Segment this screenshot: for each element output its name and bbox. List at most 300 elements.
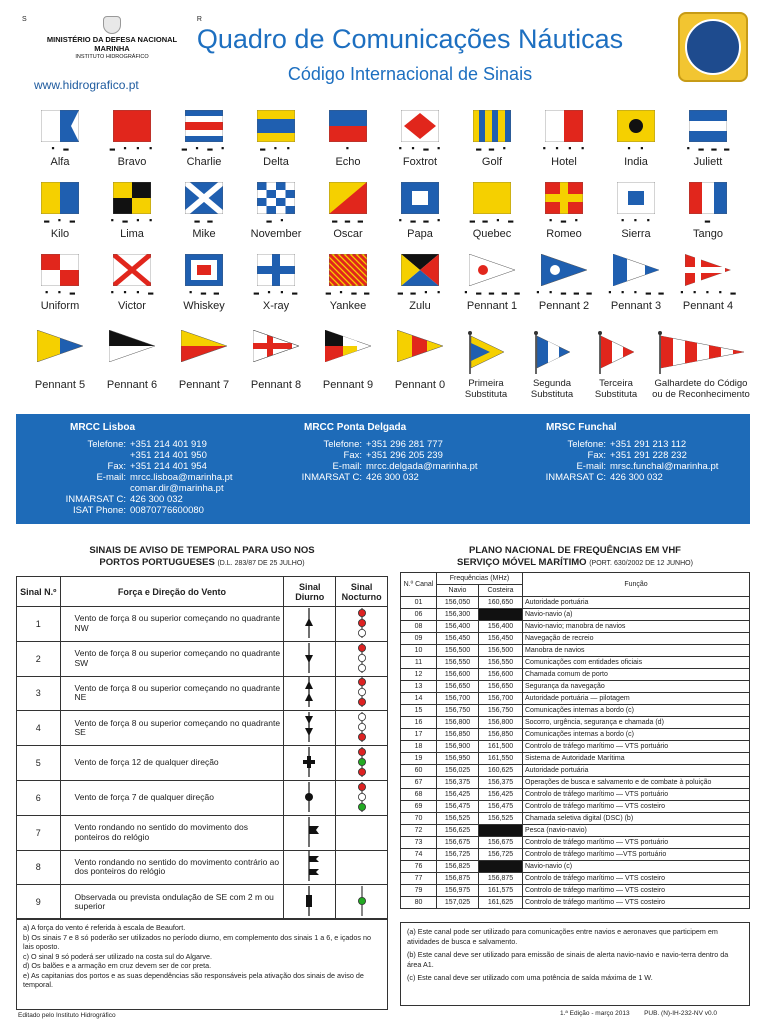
flag-label: Mike [192,228,216,240]
edition-footer [560,1010,717,1017]
contact-key: E-mail: [96,472,126,483]
vhf-title-line2: SERVIÇO MÓVEL MARÍTIMO [457,557,587,568]
function-cell: Autoridade portuária [523,765,750,777]
contact-value: 00870776600080 [130,505,204,516]
morse-code: ▬ ▪ [266,216,286,226]
table-row [401,705,750,717]
contact-key: E-mail: [576,461,606,472]
channel-cell: 73 [401,837,437,849]
substitute-pennant-4-icon [646,330,756,374]
signal-number: 4 [17,711,61,746]
flag-oscar-icon [312,182,384,214]
morse-code: ▪ ▬ ▬ ▬ [685,144,731,154]
function-cell: Chamada seletiva digital (DSC) (b) [523,813,750,825]
ship-freq-cell: 156,025 [437,765,479,777]
table-row [401,849,750,861]
contact-name: MRCC Ponta Delgada [304,422,407,433]
flag-label: Foxtrot [402,156,438,168]
flag-quebec-icon [456,182,528,214]
ship-freq-cell: 156,625 [437,825,479,837]
col-frequencias: Frequências (MHz) [437,573,523,585]
flag-label: India [624,156,648,168]
coast-freq-cell: 161,500 [479,741,523,753]
coast-freq-cell: 156,750 [479,705,523,717]
flag-label: Echo [335,156,361,168]
storm-title-ref: (D.L. 283/87 DE 25 JULHO) [217,560,305,567]
contact-value: +351 214 401 950 [130,450,207,461]
contact-name: MRSC Funchal [546,422,617,433]
night-signal-icon [336,746,388,781]
storm-note: e) As capitanias dos portos e as suas dependências são responsáveis pela ativação dos sinais de aviso de temporal. [23,970,364,989]
coast-freq-cell: 160,625 [479,765,523,777]
vhf-note: (a) Este canal pode ser utilizado para comunicações entre navios e aeronaves que participem em atividades de busca e salvamento. [407,927,718,946]
flag-pennant-4-icon [672,254,744,286]
header [0,0,768,100]
function-cell: Navio-navio; manobra de navios [523,621,750,633]
contact-key: INMARSAT C: [301,472,362,483]
vhf-note: (b) Este canal deve ser utilizado para emissão de sinais de alerta navio-navio e navio-terra dentro da área A1. [407,950,729,969]
coast-freq-cell: 160,650 [479,597,523,609]
contact-key: Fax: [107,461,126,472]
substitute-label-line2: Substituta [464,389,508,400]
table-row [17,711,388,746]
contact-value: 426 300 032 [130,494,183,505]
ship-freq-cell: 156,050 [437,597,479,609]
substitute-label-line1: Primeira [468,378,504,389]
storm-title-line2: PORTOS PORTUGUESES [99,557,215,568]
function-cell: Navio-navio (a) [523,609,750,621]
col-costeira: Costeira [479,585,523,597]
storm-note: d) Os balões e a armação em cruz devem ser de cor preta. [23,961,212,970]
flag-uniform-icon [24,254,96,286]
function-cell: Manobra de navios [523,645,750,657]
coast-freq-cell: 156,550 [479,657,523,669]
vhf-title-line1: PLANO NACIONAL DE FREQUÊNCIAS EM VHF [468,545,681,556]
channel-cell: 08 [401,621,437,633]
channel-cell: 80 [401,897,437,909]
flag-sierra-icon [600,182,672,214]
flag-label: Pennant 7 [178,379,230,391]
ship-freq-cell: 156,750 [437,705,479,717]
contact-key: E-mail: [332,461,362,472]
storm-note: a) A força do vento é referida à escala de Beaufort. [23,923,186,932]
signal-number: 8 [17,850,61,885]
table-row [401,861,750,873]
coast-freq-cell: 156,725 [479,849,523,861]
function-cell: Autoridade portuária [523,597,750,609]
flag-label: Quebec [472,228,512,240]
flag-label: X-ray [262,300,290,312]
wind-description: Vento de força 8 ou superior começando no quadrante SW [60,641,284,676]
signal-number: 6 [17,780,61,815]
logo-mark-r: R [196,16,202,23]
morse-code: ▪ ▬ ▪ [547,216,580,226]
flag-golf-icon [456,110,528,142]
channel-cell: 17 [401,729,437,741]
wind-description: Vento rondando no sentido do movimento dos ponteiros do relógio [60,815,284,850]
day-signal-icon [284,850,336,885]
contact-mrsc-funchal [526,422,718,483]
flag-x-ray-icon [240,254,312,286]
coast-freq-cell: 156,375 [479,777,523,789]
coast-freq-cell: 156,500 [479,645,523,657]
flag-pennant-5-icon [24,330,96,362]
table-row [17,746,388,781]
ship-freq-cell: 156,675 [437,837,479,849]
morse-code: ▪ ▬ ▬ ▬ ▬ [463,288,521,298]
night-signal-icon [336,641,388,676]
ship-freq-cell: 156,400 [437,621,479,633]
channel-cell: 11 [401,657,437,669]
flag-label: Bravo [117,156,147,168]
flag-pennant-1-icon [456,254,528,286]
flag-label: Oscar [333,228,363,240]
substitute-label-line2: Substituta [530,389,574,400]
flag-label: Sierra [621,228,651,240]
flag-label: Pennant 3 [610,300,662,312]
navy-name: MARINHA [94,43,130,53]
flag-foxtrot-icon [384,110,456,142]
flag-label: Romeo [546,228,582,240]
storm-section-title [16,545,388,570]
coast-freq-cell: 156,875 [479,873,523,885]
function-cell: Navegação de recreio [523,633,750,645]
coast-freq-cell: 156,600 [479,669,523,681]
channel-cell: 79 [401,885,437,897]
ministry-name: MINISTÉRIO DA DEFESA NACIONAL [46,35,178,44]
edition-text: 1.ª Edição - março 2013 [560,1010,630,1017]
channel-cell: 76 [401,861,437,873]
contacts-panel [16,414,750,524]
flag-mike-icon [168,182,240,214]
contact-value[interactable]: mrcc.delgada@marinha.pt [366,461,478,472]
morse-code: ▪ ▪ ▪ [619,216,652,226]
coast-freq-cell: 156,525 [479,813,523,825]
coast-freq-cell: 156,475 [479,801,523,813]
coast-freq-cell: 156,675 [479,837,523,849]
contact-value[interactable]: mrsc.funchal@marinha.pt [610,461,719,472]
wind-description: Vento rondando no sentido do movimento contrário ao dos ponteiros do relógio [60,850,284,885]
ship-freq-cell: 156,550 [437,657,479,669]
ship-freq-cell: 156,950 [437,753,479,765]
contact-row [36,439,233,450]
morse-code: ▪ ▪ ▪ ▬ [109,288,155,298]
function-cell: Controlo de tráfego marítimo — VTS costeiro [523,801,750,813]
morse-code: ▬ ▬ ▪ ▪ [397,288,443,298]
night-signal-icon [336,850,388,885]
ship-freq-cell: 156,375 [437,777,479,789]
channel-cell: 18 [401,741,437,753]
contact-row [36,472,233,483]
table-row [401,801,750,813]
channel-cell: 69 [401,801,437,813]
function-cell: Comunicações com entidades oficiais [523,657,750,669]
morse-code: ▬ ▬ ▪ ▬ [469,216,515,226]
flag-label: Delta [263,156,289,168]
signal-number: 2 [17,641,61,676]
vhf-note: (c) Este canal deve ser utilizado com uma potência de saída máxima de 1 W. [407,973,653,982]
table-row [401,645,750,657]
contact-row [282,450,478,461]
morse-code: ▬ ▬ ▬ [331,216,364,226]
coast-freq-cell: 161,575 [479,885,523,897]
contact-mrcc-ponta-delgada [282,422,478,483]
wind-description: Vento de força 8 ou superior começando no quadrante SE [60,711,284,746]
channel-cell: 10 [401,645,437,657]
table-row [401,717,750,729]
function-cell: Segurança da navegação [523,681,750,693]
flag-november-icon [240,182,312,214]
publication-code: PUB. (N)-IH-232-NV v0.0 [644,1010,718,1017]
ship-freq-cell: 156,300 [437,609,479,621]
function-cell: Autoridade portuária — pilotagem [523,693,750,705]
coast-freq-cell: 161,550 [479,753,523,765]
col-diurno: Sinal Diurno [284,577,336,607]
ship-freq-cell: 156,425 [437,789,479,801]
table-row [401,777,750,789]
contact-value[interactable]: mrcc.lisboa@marinha.pt [130,472,233,483]
storm-title-line1: SINAIS DE AVISO DE TEMPORAL PARA USO NOS [89,545,315,556]
function-cell: Chamada comum de porto [523,669,750,681]
flag-label: Victor [118,300,146,312]
morse-code: ▬ ▪ ▪ ▬ [253,288,299,298]
night-signal-icon [336,676,388,711]
table-row [401,885,750,897]
table-row [17,850,388,885]
contact-key: INMARSAT C: [65,494,126,505]
col-funcao: Função [523,573,750,597]
flag-victor-icon [96,254,168,286]
day-signal-icon [284,780,336,815]
flag-hotel-icon [528,110,600,142]
channel-cell: 06 [401,609,437,621]
col-nocturno: Sinal Nocturno [336,577,388,607]
contact-row [282,472,478,483]
contact-key: Telefone: [567,439,606,450]
substitute-label-line1: Terceira [599,378,633,389]
contact-value: 426 300 032 [366,472,419,483]
morse-code: ▬ ▬ ▪ [475,144,508,154]
flag-label: Papa [407,228,433,240]
channel-cell: 14 [401,693,437,705]
flag-echo-icon [312,110,384,142]
morse-code: ▪ ▪ ▬ ▪ [397,144,443,154]
channel-cell: 70 [401,813,437,825]
channel-cell: 12 [401,669,437,681]
function-cell: Controlo de tráfego marítimo — VTS costeiro [523,873,750,885]
vhf-section-title [400,545,750,570]
contact-name: MRCC Lisboa [70,422,135,433]
signal-number: 7 [17,815,61,850]
function-cell: Comunicações internas a bordo (c) [523,705,750,717]
contact-mrcc-lisboa [36,422,233,516]
day-signal-icon [284,885,336,920]
ship-freq-cell: 156,525 [437,813,479,825]
col-navio: Navio [437,585,479,597]
day-signal-icon [284,815,336,850]
ship-freq-cell: 156,500 [437,645,479,657]
morse-code: ▬ ▪ ▬ [43,216,76,226]
channel-cell: 60 [401,765,437,777]
contact-value: +351 296 205 239 [366,450,443,461]
table-row [17,780,388,815]
flag-label: Whiskey [183,300,225,312]
ship-freq-cell: 156,700 [437,693,479,705]
flag-pennant-8-icon [240,330,312,362]
morse-code: ▪ ▬ ▬ ▪ [397,216,443,226]
table-row [401,621,750,633]
ship-freq-cell: 156,900 [437,741,479,753]
night-signal-icon [336,607,388,642]
function-cell: Controlo de tráfego marítimo — VTS costeiro [523,885,750,897]
substitute-label-line1: Galhardete do Código [654,378,748,389]
flag-delta-icon [240,110,312,142]
channel-cell: 16 [401,717,437,729]
flag-label: Lima [120,228,144,240]
coast-freq-cell: 156,650 [479,681,523,693]
function-cell: Sistema de Autoridade Marítima [523,753,750,765]
table-row [401,897,750,909]
flag-label: Charlie [186,156,222,168]
contact-row [526,439,718,450]
contact-key [36,450,130,461]
contact-key: Telefone: [323,439,362,450]
contact-key: Fax: [587,450,606,461]
flag-label: Yankee [329,300,367,312]
substitute-label-line2: Substituta [594,389,638,400]
ship-freq-cell: 156,725 [437,849,479,861]
flag-label: Pennant 1 [466,300,518,312]
morse-code: ▪ ▪ ▪ ▬ ▬ [607,288,665,298]
contact-value: +351 291 213 112 [610,439,687,450]
flag-label: Pennant 8 [250,379,302,391]
morse-code: ▪ ▪ ▪ ▪ [541,144,587,154]
function-cell: Controlo de tráfego marítimo — VTS portuário [523,837,750,849]
contact-row [282,439,478,450]
flag-label: Pennant 0 [394,379,446,391]
flag-label: November [250,228,302,240]
ship-freq-cell: 156,800 [437,717,479,729]
coast-freq-cell: 156,425 [479,789,523,801]
signal-number: 9 [17,885,61,920]
contact-value[interactable]: comar.dir@marinha.pt [130,483,224,494]
table-row [401,693,750,705]
channel-cell: 09 [401,633,437,645]
function-cell: Navio-navio (c) [523,861,750,873]
wind-description: Vento de força 12 de qualquer direção [60,746,284,781]
substitute-label-line2: ou de Reconhecimento [652,389,750,400]
morse-code: ▪ ▪ ▬ ▬ ▬ [535,288,593,298]
table-row [401,873,750,885]
day-signal-icon [284,641,336,676]
contact-row [526,472,718,483]
function-cell: Controlo de tráfego marítimo — VTS costeiro [523,897,750,909]
wind-description: Vento de força 7 de qualquer direção [60,780,284,815]
storm-note: b) Os sinais 7 e 8 só poderão ser utilizados no período diurno, em complemento dos sinais 1 a 6, e içados no lais oposto. [23,932,371,951]
flag-kilo-icon [24,182,96,214]
flag-pennant-3-icon [600,254,672,286]
morse-code: ▬ ▪ ▬ ▪ [181,144,227,154]
table-row [401,741,750,753]
flag-label: Juliett [693,156,723,168]
flag-juliett-icon [672,110,744,142]
flag-label: Uniform [40,300,80,312]
flag-pennant-6-icon [96,330,168,362]
table-row [17,885,388,920]
ship-freq-cell: 156,875 [437,873,479,885]
table-row [401,789,750,801]
flag-whiskey-icon [168,254,240,286]
morse-code: ▬ ▬ [194,216,214,226]
institute-name: INSTITUTO HIDROGRÁFICO [75,54,149,60]
table-row [401,609,750,621]
channel-cell: 01 [401,597,437,609]
contact-value: +351 291 228 232 [610,450,687,461]
contact-row [282,461,478,472]
flag-label: Golf [481,156,503,168]
flag-romeo-icon [528,182,600,214]
flag-label: Kilo [50,228,70,240]
channel-cell: 74 [401,849,437,861]
table-row [401,681,750,693]
table-row [401,825,750,837]
flag-label: Pennant 2 [538,300,590,312]
website-link[interactable]: www.hidrografico.pt [34,78,139,92]
signal-number: 1 [17,607,61,642]
ship-freq-cell: 157,025 [437,897,479,909]
ship-freq-cell: 156,975 [437,885,479,897]
table-row [401,753,750,765]
morse-code: ▬ ▪ ▬ ▬ [325,288,371,298]
coast-freq-cell: 161,625 [479,897,523,909]
contact-value: 426 300 032 [610,472,663,483]
table-row [401,729,750,741]
vhf-title-ref: (PORT. 630/2002 DE 12 JUNHO) [589,560,693,567]
coat-of-arms-icon [103,16,121,34]
wind-description: Observada ou prevista ondulação de SE com 2 m ou superior [60,885,284,920]
publisher-footer: Editado pelo Instituto Hidrográfico [18,1012,116,1019]
institute-seal-icon [678,12,748,82]
function-cell: Comunicações internas a bordo (c) [523,729,750,741]
day-signal-icon [284,746,336,781]
flag-pennant-9-icon [312,330,384,362]
ship-freq-cell: 156,475 [437,801,479,813]
morse-code: ▬ ▪ ▪ [259,144,292,154]
channel-cell: 77 [401,873,437,885]
col-sinal: Sinal N.º [17,577,61,607]
morse-code: ▬ ▪ ▪ ▪ [109,144,155,154]
contact-row [36,483,233,494]
wind-description: Vento de força 8 ou superior começando no quadrante NE [60,676,284,711]
morse-code: ▪ ▪ ▪ ▪ ▬ [679,288,737,298]
contact-row [36,494,233,505]
contact-key: INMARSAT C: [545,472,606,483]
substitute-label-line1: Segunda [532,378,572,389]
channel-cell: 15 [401,705,437,717]
vhf-frequency-table [400,572,750,909]
vhf-notes [400,922,750,1006]
coast-freq-cell: 156,850 [479,729,523,741]
substitute-label [456,378,516,400]
table-row [401,837,750,849]
coast-freq-cell [479,861,523,873]
contact-key: Telefone: [87,439,126,450]
contact-key: Fax: [343,450,362,461]
table-row [17,676,388,711]
contact-row [36,461,233,472]
substitute-pennant-1-icon [456,330,516,374]
wind-description: Vento de força 8 ou superior começando no quadrante NW [60,607,284,642]
